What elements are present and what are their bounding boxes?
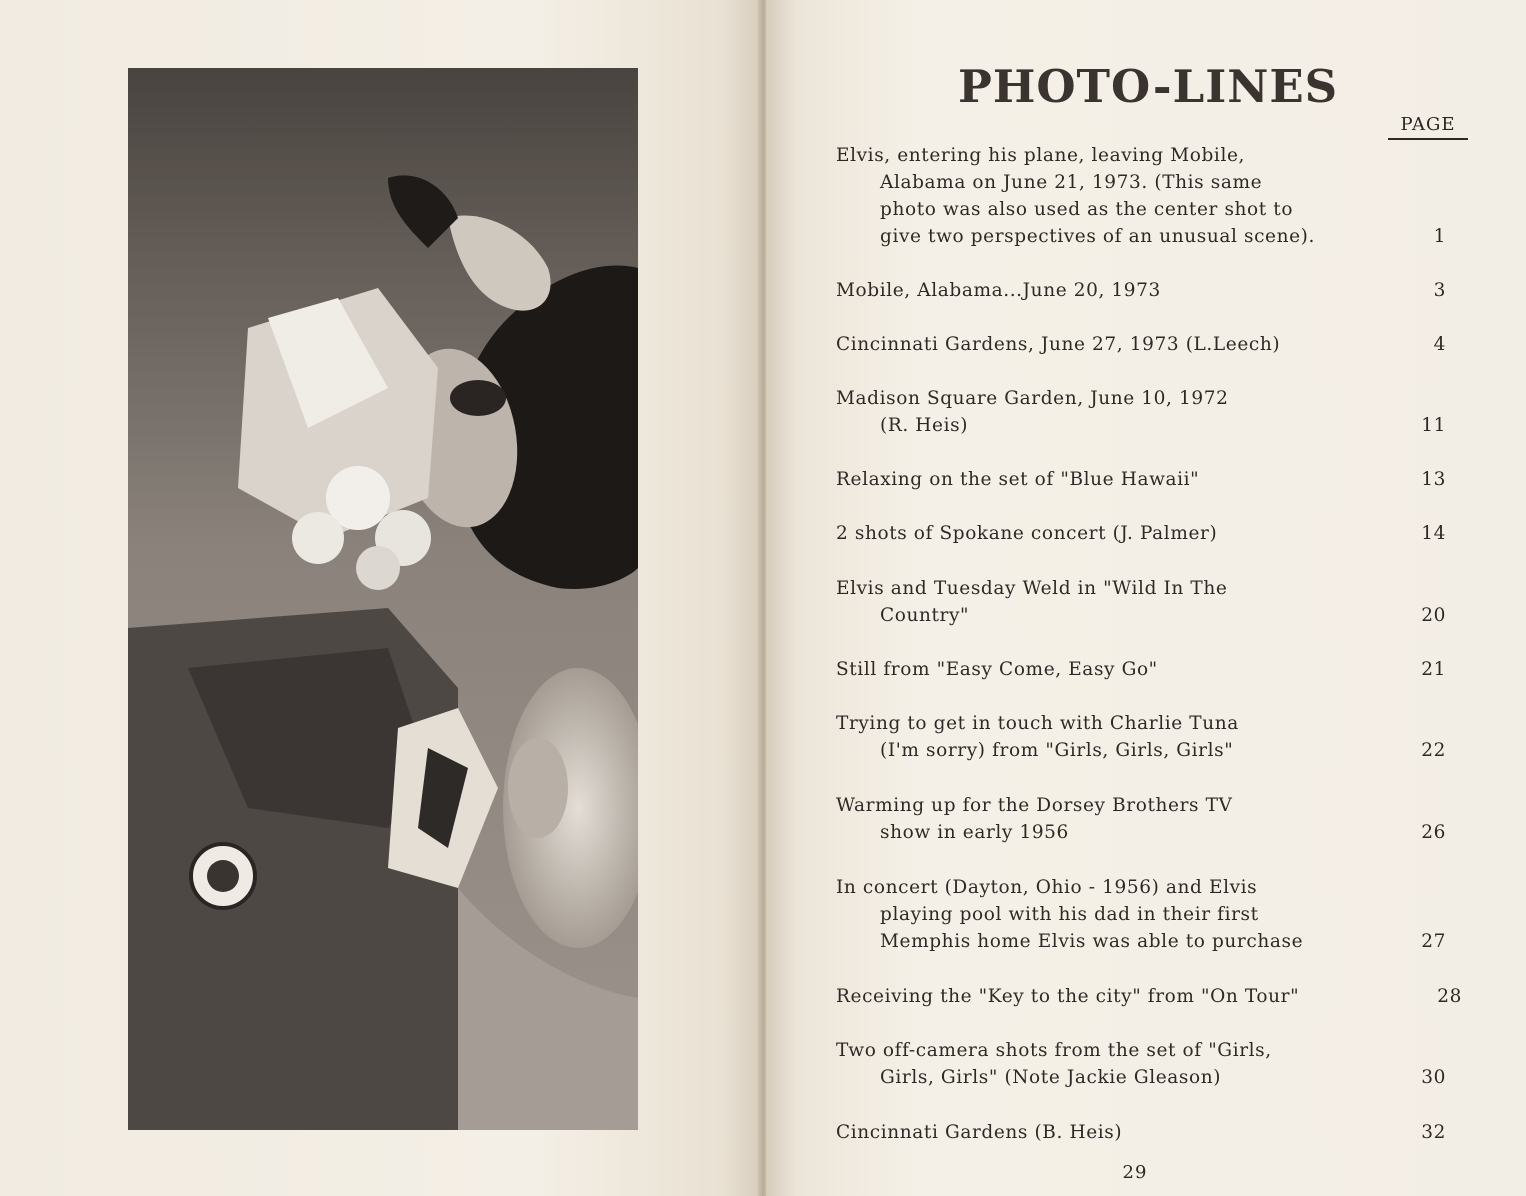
photo-line-entry — [836, 142, 1446, 250]
entry-line: Country" — [880, 605, 970, 626]
entry-line: (R. Heis) — [880, 415, 969, 436]
page-title: PHOTO-LINES — [958, 60, 1339, 113]
entry-line: photo was also used as the center shot to — [880, 199, 1294, 220]
entry-line: Warming up for the Dorsey Brothers TV — [836, 795, 1233, 816]
entry-page-number: 3 — [1433, 280, 1446, 301]
entry-page-number: 28 — [1437, 986, 1462, 1007]
entry-line: Trying to get in touch with Charlie Tuna — [836, 713, 1239, 734]
entry-page-number: 20 — [1421, 605, 1446, 626]
entry-line: (I'm sorry) from "Girls, Girls, Girls" — [880, 740, 1234, 761]
photo-illustration — [128, 68, 638, 1130]
entry-page-number: 22 — [1421, 740, 1446, 761]
photo-line-entry — [836, 385, 1446, 439]
entry-page-number: 4 — [1433, 334, 1446, 355]
photo-line-entry — [836, 983, 1462, 1010]
entry-line: Still from "Easy Come, Easy Go" — [836, 659, 1158, 680]
entry-line: 2 shots of Spokane concert (J. Palmer) — [836, 523, 1218, 544]
entry-line: Cincinnati Gardens, June 27, 1973 (L.Leech) — [836, 334, 1281, 355]
entry-line: Two off-camera shots from the set of "Girls, — [836, 1040, 1272, 1061]
entry-line: Madison Square Garden, June 10, 1972 — [836, 388, 1229, 409]
entry-page-number: 1 — [1433, 226, 1446, 247]
entry-page-number: 30 — [1421, 1067, 1446, 1088]
entry-line: Receiving the "Key to the city" from "On Tour" — [836, 986, 1300, 1007]
photo-line-entry — [836, 874, 1446, 955]
photo-line-entry — [836, 792, 1446, 846]
photo-line-entry — [836, 277, 1446, 304]
entry-line: Relaxing on the set of "Blue Hawaii" — [836, 469, 1200, 490]
photo-line-entry — [836, 1119, 1446, 1146]
entry-line: Alabama on June 21, 1973. (This same — [880, 172, 1263, 193]
entry-line: Elvis, entering his plane, leaving Mobile, — [836, 145, 1245, 166]
photo-line-entry — [836, 575, 1446, 629]
entry-page-number: 32 — [1421, 1122, 1446, 1143]
entry-page-number: 27 — [1421, 931, 1446, 952]
entry-line: Cincinnati Gardens (B. Heis) — [836, 1122, 1123, 1143]
entry-page-number: 11 — [1421, 415, 1446, 436]
photo-line-entry — [836, 520, 1446, 547]
folio-page-number: 29 — [1122, 1162, 1148, 1183]
entry-line: playing pool with his dad in their first — [880, 904, 1259, 925]
entry-line: show in early 1956 — [880, 822, 1069, 843]
entry-line: Girls, Girls" (Note Jackie Gleason) — [880, 1067, 1222, 1088]
entry-line: Mobile, Alabama...June 20, 1973 — [836, 280, 1161, 301]
entry-page-number: 26 — [1421, 822, 1446, 843]
entry-page-number: 14 — [1421, 523, 1446, 544]
black-and-white-photo — [128, 68, 638, 1130]
photo-line-entry — [836, 710, 1446, 764]
entry-line: Elvis and Tuesday Weld in "Wild In The — [836, 578, 1228, 599]
photo-line-entry — [836, 466, 1446, 493]
entry-line: Memphis home Elvis was able to purchase — [880, 931, 1304, 952]
entry-page-number: 13 — [1421, 469, 1446, 490]
page-column-header: PAGE — [1388, 114, 1468, 140]
left-page — [0, 0, 760, 1196]
photo-line-entry — [836, 656, 1446, 683]
entry-page-number: 21 — [1421, 659, 1446, 680]
photo-line-entry — [836, 1037, 1446, 1091]
photo-line-entry — [836, 331, 1446, 358]
entry-line: give two perspectives of an unusual scene). — [880, 226, 1315, 247]
entry-line: In concert (Dayton, Ohio - 1956) and Elvis — [836, 877, 1258, 898]
